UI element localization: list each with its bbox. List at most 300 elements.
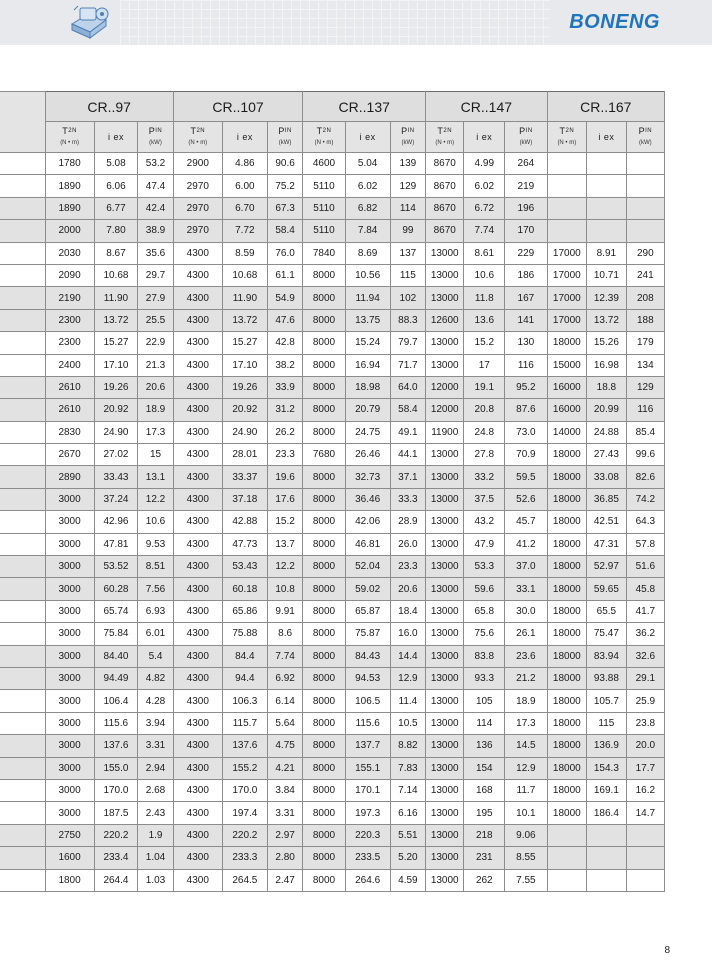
table-cell: 33.2 bbox=[464, 466, 505, 488]
table-cell: 13000 bbox=[426, 287, 464, 309]
table-cell: 65.74 bbox=[94, 600, 138, 622]
table-cell: 90.6 bbox=[267, 153, 302, 175]
table-cell: 141 bbox=[505, 309, 547, 331]
table-cell: 4300 bbox=[173, 309, 222, 331]
table-cell: 75.87 bbox=[345, 623, 390, 645]
header-symbol-text: i ex bbox=[236, 131, 253, 142]
table-cell: 9.91 bbox=[267, 600, 302, 622]
table-row bbox=[0, 399, 665, 421]
table-cell: 13000 bbox=[426, 466, 464, 488]
table-row bbox=[0, 175, 665, 197]
table-cell: 105.7 bbox=[587, 690, 627, 712]
table-cell: 5.4 bbox=[138, 645, 173, 667]
table-cell: 99 bbox=[390, 220, 425, 242]
table-cell: 218 bbox=[464, 824, 505, 846]
table-cell: 4.99 bbox=[464, 153, 505, 175]
table-cell: 18000 bbox=[547, 757, 587, 779]
table-cell: 8000 bbox=[303, 332, 345, 354]
table-cell: 45.7 bbox=[505, 511, 547, 533]
table-cell: 2970 bbox=[173, 197, 222, 219]
table-cell: 188 bbox=[626, 309, 664, 331]
header-symbol bbox=[598, 132, 614, 142]
table-cell: 8.69 bbox=[345, 242, 390, 264]
table-cell bbox=[547, 197, 587, 219]
ratio-header bbox=[222, 122, 267, 153]
gear-motor-icon bbox=[66, 2, 118, 42]
table-cell: 6.16 bbox=[390, 802, 425, 824]
header-symbol bbox=[278, 126, 292, 136]
table-cell: 197.3 bbox=[345, 802, 390, 824]
table-cell: 27.9 bbox=[138, 287, 173, 309]
header-subscript: IN bbox=[155, 128, 163, 134]
page-header bbox=[0, 0, 712, 45]
torque-header bbox=[426, 122, 464, 153]
table-cell: 4300 bbox=[173, 332, 222, 354]
table-cell: 4300 bbox=[173, 511, 222, 533]
table-cell: 17000 bbox=[547, 264, 587, 286]
table-cell: 13000 bbox=[426, 623, 464, 645]
torque-header bbox=[303, 122, 345, 153]
table-cell: 115 bbox=[587, 712, 627, 734]
table-cell: 5110 bbox=[303, 197, 345, 219]
table-cell: 28.01 bbox=[222, 444, 267, 466]
table-cell: 18000 bbox=[547, 533, 587, 555]
header-symbol-text: P bbox=[401, 126, 408, 136]
table-cell: 15.2 bbox=[267, 511, 302, 533]
table-cell: 3000 bbox=[45, 600, 94, 622]
table-cell: 220.2 bbox=[94, 824, 138, 846]
table-cell: 25.9 bbox=[626, 690, 664, 712]
table-cell: 20.92 bbox=[222, 399, 267, 421]
table-cell: 8000 bbox=[303, 712, 345, 734]
table-cell: 45.8 bbox=[626, 578, 664, 600]
table-cell: 42.88 bbox=[222, 511, 267, 533]
row-margin-cell bbox=[0, 533, 45, 555]
table-cell: 20.8 bbox=[464, 399, 505, 421]
table-cell: 2830 bbox=[45, 421, 94, 443]
table-cell: 4.21 bbox=[267, 757, 302, 779]
model-header: CR..167 bbox=[547, 92, 664, 122]
table-cell: 29.1 bbox=[626, 667, 664, 689]
table-cell: 13000 bbox=[426, 645, 464, 667]
table-cell: 8000 bbox=[303, 757, 345, 779]
table-cell: 19.6 bbox=[267, 466, 302, 488]
table-cell: 53.3 bbox=[464, 556, 505, 578]
table-cell: 170 bbox=[505, 220, 547, 242]
table-cell: 8000 bbox=[303, 533, 345, 555]
table-cell: 11.7 bbox=[505, 779, 547, 801]
table-cell: 36.85 bbox=[587, 488, 627, 510]
table-cell: 42.51 bbox=[587, 511, 627, 533]
table-cell: 1800 bbox=[45, 869, 94, 891]
table-cell: 24.75 bbox=[345, 421, 390, 443]
row-margin-cell bbox=[0, 645, 45, 667]
header-symbol bbox=[519, 126, 533, 136]
table-cell: 16.94 bbox=[345, 354, 390, 376]
page-number: 8 bbox=[664, 945, 670, 956]
table-cell: 79.7 bbox=[390, 332, 425, 354]
row-margin-cell bbox=[0, 578, 45, 600]
row-margin-cell bbox=[0, 869, 45, 891]
table-cell: 6.00 bbox=[222, 175, 267, 197]
table-cell: 1.03 bbox=[138, 869, 173, 891]
table-cell: 33.08 bbox=[587, 466, 627, 488]
table-cell: 10.71 bbox=[587, 264, 627, 286]
table-cell: 3000 bbox=[45, 690, 94, 712]
table-cell: 74.2 bbox=[626, 488, 664, 510]
table-cell: 5110 bbox=[303, 220, 345, 242]
table-cell: 219 bbox=[505, 175, 547, 197]
header-unit: (kW) bbox=[639, 140, 652, 146]
header-symbol-text: i ex bbox=[359, 131, 376, 142]
table-cell: 26.0 bbox=[390, 533, 425, 555]
table-cell: 116 bbox=[505, 354, 547, 376]
table-cell: 6.82 bbox=[345, 197, 390, 219]
table-cell: 6.70 bbox=[222, 197, 267, 219]
table-row bbox=[0, 779, 665, 801]
table-cell: 17.10 bbox=[222, 354, 267, 376]
table-cell: 4300 bbox=[173, 533, 222, 555]
header-symbol bbox=[317, 126, 332, 136]
table-cell: 10.1 bbox=[505, 802, 547, 824]
table-cell: 49.1 bbox=[390, 421, 425, 443]
ratio-header bbox=[94, 122, 138, 153]
table-cell: 27.8 bbox=[464, 444, 505, 466]
table-cell: 4300 bbox=[173, 556, 222, 578]
table-cell: 241 bbox=[626, 264, 664, 286]
row-margin-cell bbox=[0, 488, 45, 510]
table-cell: 187.5 bbox=[94, 802, 138, 824]
row-margin-cell bbox=[0, 242, 45, 264]
table-cell bbox=[547, 153, 587, 175]
table-cell: 2000 bbox=[45, 220, 94, 242]
table-cell: 88.3 bbox=[390, 309, 425, 331]
header-symbol-text: i ex bbox=[107, 131, 124, 142]
table-cell: 13.72 bbox=[222, 309, 267, 331]
table-cell: 38.2 bbox=[267, 354, 302, 376]
table-cell: 17000 bbox=[547, 242, 587, 264]
table-cell: 2190 bbox=[45, 287, 94, 309]
torque-header bbox=[173, 122, 222, 153]
table-cell: 220.2 bbox=[222, 824, 267, 846]
table-cell bbox=[626, 847, 664, 869]
table-cell: 233.5 bbox=[345, 847, 390, 869]
table-cell: 47.31 bbox=[587, 533, 627, 555]
table-cell: 18.4 bbox=[390, 600, 425, 622]
table-cell: 229 bbox=[505, 242, 547, 264]
header-symbol-text: P bbox=[278, 126, 285, 136]
table-cell: 18.8 bbox=[587, 376, 627, 398]
header-subscript: IN bbox=[284, 128, 292, 134]
table-cell: 264.6 bbox=[345, 869, 390, 891]
table-cell: 7.55 bbox=[505, 869, 547, 891]
table-cell: 102 bbox=[390, 287, 425, 309]
table-cell: 64.3 bbox=[626, 511, 664, 533]
table-cell: 71.7 bbox=[390, 354, 425, 376]
table-cell: 14.5 bbox=[505, 735, 547, 757]
table-cell: 7840 bbox=[303, 242, 345, 264]
table-row bbox=[0, 332, 665, 354]
table-cell: 264.4 bbox=[94, 869, 138, 891]
table-cell: 15.27 bbox=[94, 332, 138, 354]
table-cell: 12.2 bbox=[267, 556, 302, 578]
table-cell: 37.18 bbox=[222, 488, 267, 510]
table-cell: 134 bbox=[626, 354, 664, 376]
table-cell: 27.43 bbox=[587, 444, 627, 466]
table-cell: 4300 bbox=[173, 466, 222, 488]
table-cell: 67.3 bbox=[267, 197, 302, 219]
table-cell: 52.6 bbox=[505, 488, 547, 510]
table-cell: 233.4 bbox=[94, 847, 138, 869]
table-cell: 24.88 bbox=[587, 421, 627, 443]
column-header-row bbox=[0, 122, 665, 153]
header-unit: (N • m) bbox=[435, 140, 455, 146]
table-cell: 13000 bbox=[426, 667, 464, 689]
table-cell: 13000 bbox=[426, 847, 464, 869]
table-cell: 37.5 bbox=[464, 488, 505, 510]
row-margin-cell bbox=[0, 623, 45, 645]
table-cell: 4300 bbox=[173, 712, 222, 734]
table-cell: 13000 bbox=[426, 690, 464, 712]
table-cell: 24.90 bbox=[94, 421, 138, 443]
table-cell: 8000 bbox=[303, 869, 345, 891]
table-cell: 47.9 bbox=[464, 533, 505, 555]
table-row bbox=[0, 757, 665, 779]
table-cell: 12.9 bbox=[505, 757, 547, 779]
table-cell: 8.6 bbox=[267, 623, 302, 645]
table-cell: 170.0 bbox=[94, 779, 138, 801]
table-cell: 4300 bbox=[173, 779, 222, 801]
table-cell: 114 bbox=[464, 712, 505, 734]
table-cell: 75.47 bbox=[587, 623, 627, 645]
header-symbol-text: T bbox=[190, 126, 197, 136]
table-cell: 14000 bbox=[547, 421, 587, 443]
table-cell: 15.27 bbox=[222, 332, 267, 354]
table-cell: 61.1 bbox=[267, 264, 302, 286]
table-cell: 33.37 bbox=[222, 466, 267, 488]
table-cell: 32.6 bbox=[626, 645, 664, 667]
table-cell: 6.06 bbox=[94, 175, 138, 197]
header-unit: (N • m) bbox=[314, 140, 334, 146]
table-row bbox=[0, 802, 665, 824]
table-cell: 11.90 bbox=[94, 287, 138, 309]
table-cell: 264 bbox=[505, 153, 547, 175]
table-cell: 13.72 bbox=[587, 309, 627, 331]
row-margin-cell bbox=[0, 287, 45, 309]
table-cell: 18000 bbox=[547, 511, 587, 533]
table-cell: 65.86 bbox=[222, 600, 267, 622]
row-margin-cell bbox=[0, 824, 45, 846]
table-cell: 57.8 bbox=[626, 533, 664, 555]
table-cell: 13000 bbox=[426, 712, 464, 734]
table-cell: 6.02 bbox=[345, 175, 390, 197]
table-cell: 15 bbox=[138, 444, 173, 466]
table-cell: 4.75 bbox=[267, 735, 302, 757]
table-cell: 35.6 bbox=[138, 242, 173, 264]
table-cell: 2670 bbox=[45, 444, 94, 466]
table-cell: 8000 bbox=[303, 488, 345, 510]
table-cell: 7.56 bbox=[138, 578, 173, 600]
table-row bbox=[0, 645, 665, 667]
table-cell: 17 bbox=[464, 354, 505, 376]
header-symbol bbox=[149, 126, 163, 136]
table-cell: 4300 bbox=[173, 802, 222, 824]
table-cell bbox=[626, 153, 664, 175]
table-cell: 115.6 bbox=[345, 712, 390, 734]
table-cell: 4300 bbox=[173, 847, 222, 869]
table-cell: 20.99 bbox=[587, 399, 627, 421]
table-cell: 53.2 bbox=[138, 153, 173, 175]
table-cell: 12.39 bbox=[587, 287, 627, 309]
table-cell: 16.98 bbox=[587, 354, 627, 376]
table-cell: 8000 bbox=[303, 287, 345, 309]
table-cell: 137.6 bbox=[94, 735, 138, 757]
table-cell: 22.9 bbox=[138, 332, 173, 354]
table-cell: 5.04 bbox=[345, 153, 390, 175]
table-cell: 47.4 bbox=[138, 175, 173, 197]
row-margin-cell bbox=[0, 444, 45, 466]
table-cell: 58.4 bbox=[267, 220, 302, 242]
table-row bbox=[0, 712, 665, 734]
table-cell: 220.3 bbox=[345, 824, 390, 846]
header-subscript: IN bbox=[525, 128, 533, 134]
table-cell: 5.08 bbox=[94, 153, 138, 175]
row-margin-cell bbox=[0, 309, 45, 331]
table-cell: 1780 bbox=[45, 153, 94, 175]
table-cell: 18000 bbox=[547, 578, 587, 600]
table-cell: 75.84 bbox=[94, 623, 138, 645]
table-cell: 155.0 bbox=[94, 757, 138, 779]
table-cell: 13000 bbox=[426, 824, 464, 846]
table-row bbox=[0, 533, 665, 555]
table-cell: 10.6 bbox=[138, 511, 173, 533]
power-header bbox=[626, 122, 664, 153]
table-cell: 2300 bbox=[45, 309, 94, 331]
row-margin-cell bbox=[0, 466, 45, 488]
table-cell: 4300 bbox=[173, 645, 222, 667]
table-cell: 18000 bbox=[547, 690, 587, 712]
table-cell: 36.46 bbox=[345, 488, 390, 510]
table-cell: 264.5 bbox=[222, 869, 267, 891]
table-cell: 4300 bbox=[173, 735, 222, 757]
table-row bbox=[0, 376, 665, 398]
table-cell: 99.6 bbox=[626, 444, 664, 466]
table-cell: 106.3 bbox=[222, 690, 267, 712]
table-cell: 12.9 bbox=[390, 667, 425, 689]
table-row bbox=[0, 264, 665, 286]
table-cell: 2970 bbox=[173, 220, 222, 242]
header-symbol bbox=[639, 126, 653, 136]
table-cell: 137.7 bbox=[345, 735, 390, 757]
table-cell: 7.74 bbox=[464, 220, 505, 242]
table-cell: 4.86 bbox=[222, 153, 267, 175]
table-cell: 115 bbox=[390, 264, 425, 286]
table-cell: 42.8 bbox=[267, 332, 302, 354]
table-cell: 51.6 bbox=[626, 556, 664, 578]
row-margin-cell bbox=[0, 847, 45, 869]
header-symbol bbox=[108, 132, 124, 142]
table-cell: 155.1 bbox=[345, 757, 390, 779]
table-cell: 18.9 bbox=[505, 690, 547, 712]
table-cell: 2030 bbox=[45, 242, 94, 264]
table-cell: 3000 bbox=[45, 556, 94, 578]
table-cell: 8000 bbox=[303, 645, 345, 667]
table-row bbox=[0, 153, 665, 175]
table-cell: 170.0 bbox=[222, 779, 267, 801]
table-cell: 106.5 bbox=[345, 690, 390, 712]
table-cell: 8000 bbox=[303, 600, 345, 622]
table-cell: 105 bbox=[464, 690, 505, 712]
header-symbol-text: P bbox=[519, 126, 526, 136]
table-cell: 27.02 bbox=[94, 444, 138, 466]
table-cell: 169.1 bbox=[587, 779, 627, 801]
table-cell: 5110 bbox=[303, 175, 345, 197]
table-cell: 18000 bbox=[547, 556, 587, 578]
table-cell: 38.9 bbox=[138, 220, 173, 242]
table-cell: 4300 bbox=[173, 488, 222, 510]
header-symbol bbox=[476, 132, 492, 142]
header-symbol bbox=[437, 126, 452, 136]
table-row bbox=[0, 847, 665, 869]
table-cell: 3000 bbox=[45, 757, 94, 779]
table-row bbox=[0, 287, 665, 309]
table-cell: 18.98 bbox=[345, 376, 390, 398]
table-cell: 2610 bbox=[45, 399, 94, 421]
table-cell: 13000 bbox=[426, 802, 464, 824]
table-cell: 15000 bbox=[547, 354, 587, 376]
header-symbol bbox=[360, 132, 376, 142]
table-cell: 2400 bbox=[45, 354, 94, 376]
table-cell: 15.24 bbox=[345, 332, 390, 354]
table-cell: 95.2 bbox=[505, 376, 547, 398]
table-cell: 37.1 bbox=[390, 466, 425, 488]
table-row bbox=[0, 690, 665, 712]
table-cell bbox=[587, 153, 627, 175]
table-cell: 93.88 bbox=[587, 667, 627, 689]
table-cell: 37.0 bbox=[505, 556, 547, 578]
table-row bbox=[0, 488, 665, 510]
table-cell: 23.3 bbox=[390, 556, 425, 578]
table-cell bbox=[587, 197, 627, 219]
model-header: CR..147 bbox=[426, 92, 547, 122]
table-cell: 1890 bbox=[45, 197, 94, 219]
table-cell: 18000 bbox=[547, 667, 587, 689]
table-cell: 17.7 bbox=[626, 757, 664, 779]
table-cell: 18000 bbox=[547, 735, 587, 757]
table-cell: 3000 bbox=[45, 779, 94, 801]
table-cell: 41.2 bbox=[505, 533, 547, 555]
table-cell: 37.24 bbox=[94, 488, 138, 510]
table-cell: 10.68 bbox=[222, 264, 267, 286]
table-cell: 3000 bbox=[45, 623, 94, 645]
table-cell: 3.31 bbox=[267, 802, 302, 824]
table-cell: 7.14 bbox=[390, 779, 425, 801]
row-margin-cell bbox=[0, 264, 45, 286]
table-cell: 13000 bbox=[426, 264, 464, 286]
table-cell: 179 bbox=[626, 332, 664, 354]
table-cell: 2.80 bbox=[267, 847, 302, 869]
table-cell: 18000 bbox=[547, 712, 587, 734]
table-cell: 29.7 bbox=[138, 264, 173, 286]
table-cell: 8.61 bbox=[464, 242, 505, 264]
row-margin-cell bbox=[0, 332, 45, 354]
header-symbol bbox=[190, 126, 205, 136]
table-cell: 8000 bbox=[303, 309, 345, 331]
table-cell: 4600 bbox=[303, 153, 345, 175]
table-cell: 94.4 bbox=[222, 667, 267, 689]
row-margin-cell bbox=[0, 376, 45, 398]
table-cell: 13.6 bbox=[464, 309, 505, 331]
